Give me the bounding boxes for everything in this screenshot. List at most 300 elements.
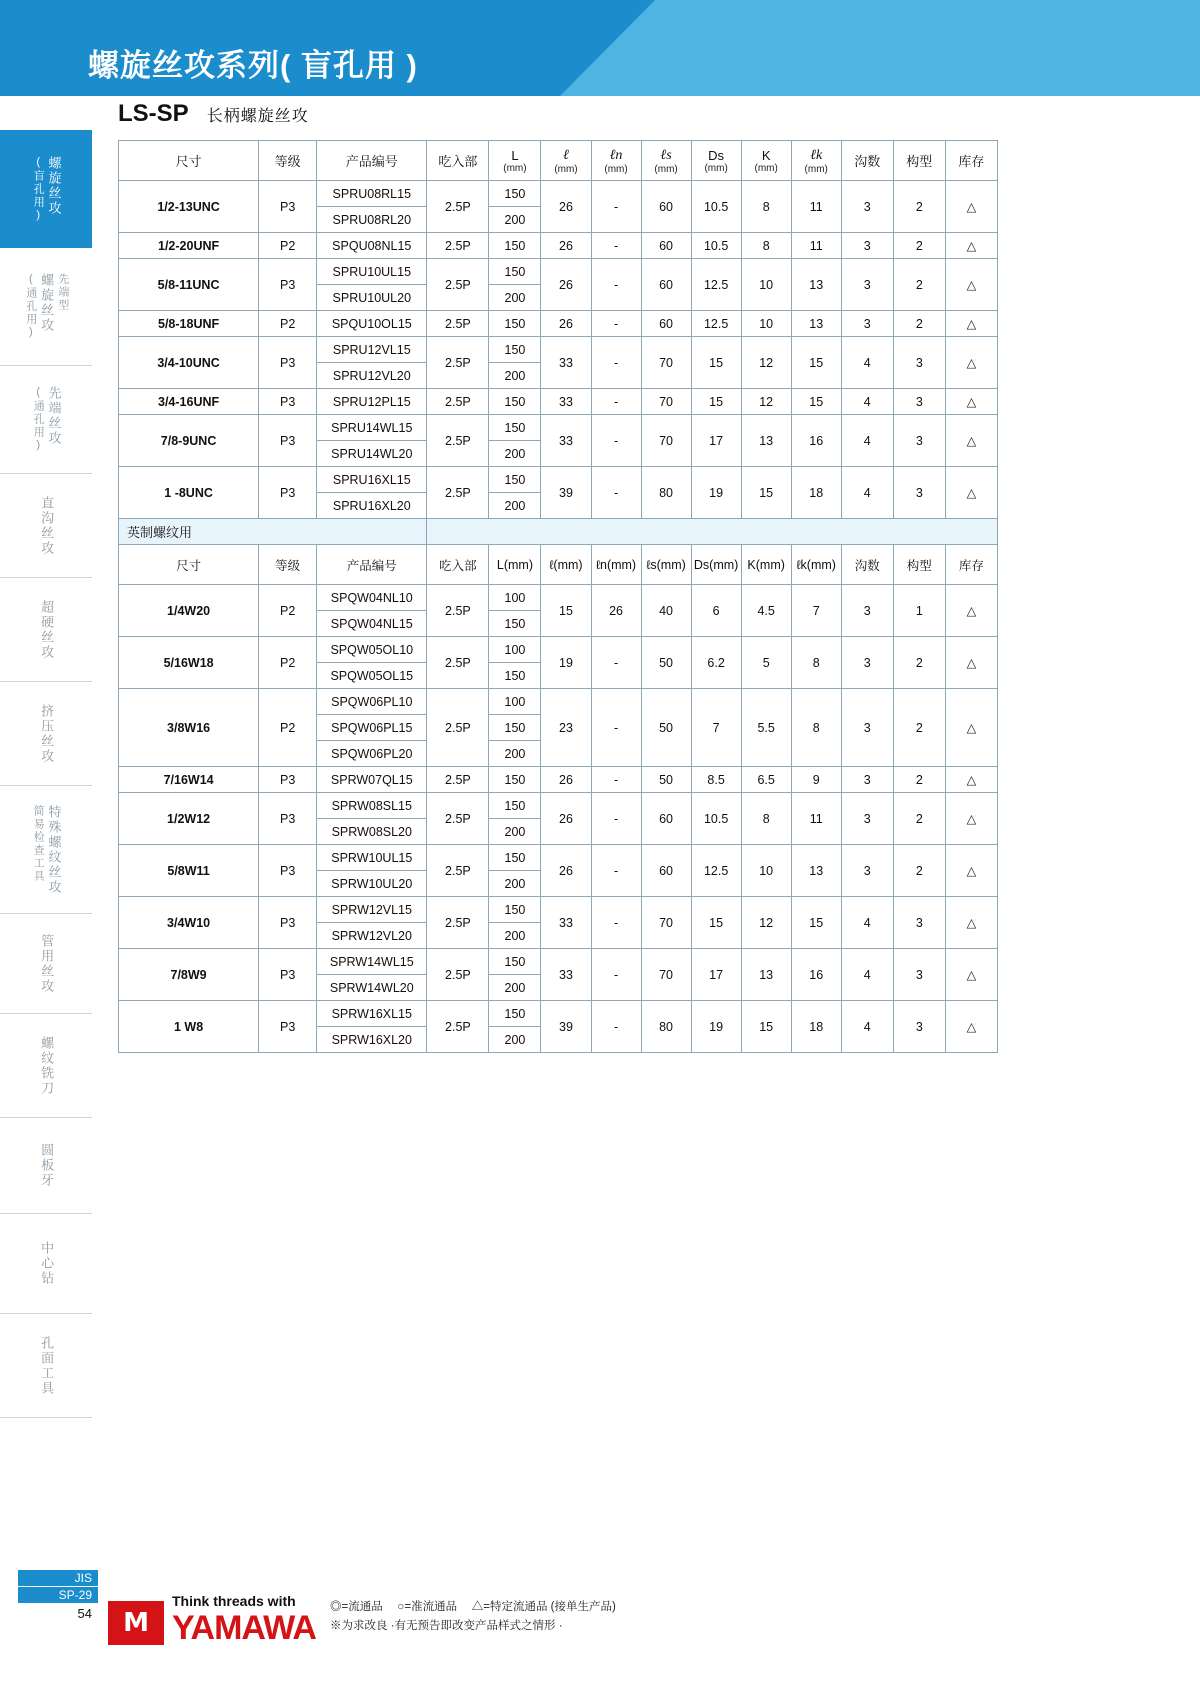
sidebar-item-1[interactable] bbox=[0, 248, 92, 366]
sidebar-item-7[interactable] bbox=[0, 914, 92, 1014]
header-band-accent bbox=[560, 0, 1200, 96]
cell-k: 8 bbox=[741, 233, 791, 259]
cell-product-number: SPRU08RL15 bbox=[317, 181, 427, 207]
cell-stock: △ bbox=[945, 897, 997, 949]
cell-l: 26 bbox=[541, 259, 591, 311]
cell-ds: 10.5 bbox=[691, 793, 741, 845]
sidebar-item-10[interactable] bbox=[0, 1214, 92, 1314]
cell-lk: 11 bbox=[791, 793, 841, 845]
cell-ls: 70 bbox=[641, 415, 691, 467]
cell-ds: 10.5 bbox=[691, 181, 741, 233]
sidebar-item-11[interactable] bbox=[0, 1314, 92, 1418]
section-label-row bbox=[119, 519, 998, 545]
cell-ds: 17 bbox=[691, 949, 741, 1001]
column-header: ℓk (mm) bbox=[791, 141, 841, 181]
cell-flutes: 4 bbox=[841, 337, 893, 389]
cell-chamfer: 2.5P bbox=[427, 689, 489, 767]
cell-k: 8 bbox=[741, 181, 791, 233]
cell-length: 200 bbox=[489, 871, 541, 897]
column-header-unit: (mm) bbox=[553, 557, 583, 572]
cell-lk: 18 bbox=[791, 1001, 841, 1053]
cell-stock: △ bbox=[945, 233, 997, 259]
table-header-middle bbox=[119, 545, 998, 585]
table-row bbox=[119, 845, 998, 871]
cell-l: 19 bbox=[541, 637, 591, 689]
sidebar-item-prefix: 先端型 bbox=[56, 273, 69, 312]
cell-product-number: SPQW06PL15 bbox=[317, 715, 427, 741]
cell-ds: 8.5 bbox=[691, 767, 741, 793]
cell-flutes: 4 bbox=[841, 897, 893, 949]
cell-ls: 60 bbox=[641, 311, 691, 337]
cell-size: 5/16W18 bbox=[119, 637, 259, 689]
table-row bbox=[119, 415, 998, 441]
cell-k: 12 bbox=[741, 897, 791, 949]
cell-ln: - bbox=[591, 259, 641, 311]
table-row bbox=[119, 767, 998, 793]
cell-length: 150 bbox=[489, 311, 541, 337]
cell-length: 200 bbox=[489, 493, 541, 519]
cell-lk: 18 bbox=[791, 467, 841, 519]
cell-length: 200 bbox=[489, 285, 541, 311]
column-header: 吃入部 bbox=[427, 141, 489, 181]
sidebar-item-3[interactable] bbox=[0, 474, 92, 578]
column-header-unit: (mm) bbox=[604, 163, 628, 175]
cell-type: 1 bbox=[893, 585, 945, 637]
cell-ln: - bbox=[591, 389, 641, 415]
column-header: 等级 bbox=[259, 141, 317, 181]
cell-lk: 16 bbox=[791, 415, 841, 467]
table-row bbox=[119, 689, 998, 715]
cell-type: 3 bbox=[893, 415, 945, 467]
cell-product-number: SPRW14WL15 bbox=[317, 949, 427, 975]
cell-product-number: SPQW05OL15 bbox=[317, 663, 427, 689]
cell-stock: △ bbox=[945, 259, 997, 311]
column-header-unit: (mm) bbox=[754, 162, 778, 174]
cell-chamfer: 2.5P bbox=[427, 637, 489, 689]
column-header: K(mm) bbox=[741, 545, 791, 585]
sidebar-item-label: 中心钻 bbox=[39, 1241, 55, 1286]
column-header-unit: (mm) bbox=[704, 162, 728, 174]
cell-product-number: SPRW07QL15 bbox=[317, 767, 427, 793]
cell-ds: 10.5 bbox=[691, 233, 741, 259]
column-header-unit: (mm) bbox=[709, 557, 739, 572]
cell-chamfer: 2.5P bbox=[427, 311, 489, 337]
cell-chamfer: 2.5P bbox=[427, 897, 489, 949]
cell-size: 1 W8 bbox=[119, 1001, 259, 1053]
jis-standard: SP-29 bbox=[18, 1587, 98, 1603]
cell-flutes: 3 bbox=[841, 637, 893, 689]
cell-size: 7/16W14 bbox=[119, 767, 259, 793]
table-row bbox=[119, 337, 998, 363]
column-header: 产品编号 bbox=[317, 141, 427, 181]
yamawa-mark-icon: M bbox=[108, 1601, 164, 1645]
cell-l: 26 bbox=[541, 233, 591, 259]
cell-type: 2 bbox=[893, 311, 945, 337]
cell-ln: - bbox=[591, 897, 641, 949]
sidebar-item-5[interactable] bbox=[0, 682, 92, 786]
cell-size: 5/8-18UNF bbox=[119, 311, 259, 337]
sidebar-item-label: 螺旋丝攻 bbox=[46, 155, 62, 216]
cell-product-number: SPQW04NL15 bbox=[317, 611, 427, 637]
cell-product-number: SPRU14WL20 bbox=[317, 441, 427, 467]
cell-product-number: SPRU12VL15 bbox=[317, 337, 427, 363]
cell-ln: - bbox=[591, 415, 641, 467]
cell-type: 2 bbox=[893, 259, 945, 311]
cell-k: 8 bbox=[741, 793, 791, 845]
cell-product-number: SPRW08SL20 bbox=[317, 819, 427, 845]
sidebar-item-label: 直沟丝攻 bbox=[39, 495, 55, 556]
cell-lk: 15 bbox=[791, 337, 841, 389]
cell-ds: 19 bbox=[691, 1001, 741, 1053]
column-header: 产品编号 bbox=[317, 545, 427, 585]
cell-ls: 50 bbox=[641, 767, 691, 793]
series-heading bbox=[118, 100, 1008, 128]
sidebar-item-label: 特殊螺纹丝攻 bbox=[46, 804, 62, 895]
column-header: L (mm) bbox=[489, 141, 541, 181]
table-header-row bbox=[119, 141, 998, 181]
cell-type: 3 bbox=[893, 897, 945, 949]
cell-k: 5 bbox=[741, 637, 791, 689]
cell-lk: 7 bbox=[791, 585, 841, 637]
cell-length: 200 bbox=[489, 441, 541, 467]
cell-ds: 17 bbox=[691, 415, 741, 467]
cell-product-number: SPRW16XL20 bbox=[317, 1027, 427, 1053]
sidebar-item-label: 孔面工具 bbox=[39, 1335, 55, 1396]
column-header: 沟数 bbox=[841, 545, 893, 585]
column-header: 构型 bbox=[893, 545, 945, 585]
column-header: ℓs(mm) bbox=[641, 545, 691, 585]
cell-size: 1/2W12 bbox=[119, 793, 259, 845]
cell-ln: - bbox=[591, 845, 641, 897]
cell-type: 3 bbox=[893, 337, 945, 389]
cell-ln: - bbox=[591, 689, 641, 767]
cell-flutes: 3 bbox=[841, 181, 893, 233]
sidebar-item-8[interactable] bbox=[0, 1014, 92, 1118]
cell-lk: 15 bbox=[791, 897, 841, 949]
cell-grade: P3 bbox=[259, 415, 317, 467]
cell-length: 150 bbox=[489, 793, 541, 819]
column-header: ℓk(mm) bbox=[791, 545, 841, 585]
brand-logo bbox=[108, 1594, 316, 1645]
cell-length: 150 bbox=[489, 181, 541, 207]
cell-length: 150 bbox=[489, 611, 541, 637]
sidebar-item-4[interactable] bbox=[0, 578, 92, 682]
cell-ln: - bbox=[591, 949, 641, 1001]
column-header: L(mm) bbox=[489, 545, 541, 585]
cell-k: 10 bbox=[741, 311, 791, 337]
cell-ds: 12.5 bbox=[691, 845, 741, 897]
cell-k: 10 bbox=[741, 845, 791, 897]
cell-l: 33 bbox=[541, 337, 591, 389]
column-header-unit: (mm) bbox=[654, 163, 678, 175]
cell-size: 3/4-10UNC bbox=[119, 337, 259, 389]
cell-size: 3/4W10 bbox=[119, 897, 259, 949]
cell-ln: - bbox=[591, 767, 641, 793]
cell-size: 3/4-16UNF bbox=[119, 389, 259, 415]
cell-lk: 15 bbox=[791, 389, 841, 415]
table-row bbox=[119, 311, 998, 337]
column-header: 尺寸 bbox=[119, 545, 259, 585]
table-row bbox=[119, 1001, 998, 1027]
cell-ls: 50 bbox=[641, 689, 691, 767]
cell-length: 150 bbox=[489, 949, 541, 975]
cell-length: 150 bbox=[489, 259, 541, 285]
legend-disclaimer: ※为求改良 ·有无预告即改变产品样式之情形 · bbox=[330, 1620, 563, 1633]
cell-flutes: 3 bbox=[841, 845, 893, 897]
cell-ln: - bbox=[591, 793, 641, 845]
cell-product-number: SPQU10OL15 bbox=[317, 311, 427, 337]
cell-stock: △ bbox=[945, 793, 997, 845]
cell-flutes: 3 bbox=[841, 767, 893, 793]
cell-chamfer: 2.5P bbox=[427, 233, 489, 259]
cell-l: 26 bbox=[541, 311, 591, 337]
cell-k: 12 bbox=[741, 389, 791, 415]
cell-type: 2 bbox=[893, 767, 945, 793]
column-header: ℓs (mm) bbox=[641, 141, 691, 181]
cell-ls: 60 bbox=[641, 233, 691, 259]
cell-chamfer: 2.5P bbox=[427, 949, 489, 1001]
cell-product-number: SPRU14WL15 bbox=[317, 415, 427, 441]
sidebar-item-label: 圆板牙 bbox=[39, 1143, 55, 1188]
cell-size: 3/8W16 bbox=[119, 689, 259, 767]
cell-stock: △ bbox=[945, 949, 997, 1001]
cell-ls: 70 bbox=[641, 337, 691, 389]
column-header-unit: (mm) bbox=[656, 557, 686, 572]
cell-length: 150 bbox=[489, 337, 541, 363]
cell-flutes: 4 bbox=[841, 415, 893, 467]
column-header: 库存 bbox=[945, 545, 997, 585]
table-row bbox=[119, 389, 998, 415]
cell-k: 5.5 bbox=[741, 689, 791, 767]
cell-lk: 8 bbox=[791, 637, 841, 689]
table-row bbox=[119, 793, 998, 819]
cell-product-number: SPQW06PL20 bbox=[317, 741, 427, 767]
column-header-unit: (mm) bbox=[806, 557, 836, 572]
cell-ls: 70 bbox=[641, 897, 691, 949]
cell-ls: 60 bbox=[641, 181, 691, 233]
cell-product-number: SPRW10UL15 bbox=[317, 845, 427, 871]
cell-ls: 70 bbox=[641, 949, 691, 1001]
cell-chamfer: 2.5P bbox=[427, 767, 489, 793]
legend-stock-symbols: ◎=流通品 ○=准流通品 △=特定流通品 (接单生产品) bbox=[330, 1600, 616, 1613]
cell-k: 12 bbox=[741, 337, 791, 389]
cell-stock: △ bbox=[945, 845, 997, 897]
cell-ds: 7 bbox=[691, 689, 741, 767]
cell-length: 150 bbox=[489, 467, 541, 493]
cell-grade: P2 bbox=[259, 311, 317, 337]
cell-type: 3 bbox=[893, 1001, 945, 1053]
cell-stock: △ bbox=[945, 767, 997, 793]
cell-product-number: SPQW04NL10 bbox=[317, 585, 427, 611]
sidebar-item-6[interactable] bbox=[0, 786, 92, 914]
sidebar-item-sublabel: (通孔用) bbox=[24, 273, 37, 340]
column-header-unit: (mm) bbox=[503, 162, 527, 174]
cell-ds: 6 bbox=[691, 585, 741, 637]
cell-ln: - bbox=[591, 311, 641, 337]
cell-length: 200 bbox=[489, 207, 541, 233]
cell-size: 1/2-13UNC bbox=[119, 181, 259, 233]
column-header: Ds(mm) bbox=[691, 545, 741, 585]
cell-grade: P3 bbox=[259, 389, 317, 415]
cell-grade: P3 bbox=[259, 767, 317, 793]
sidebar-item-label: 螺纹铣刀 bbox=[39, 1035, 55, 1096]
cell-length: 150 bbox=[489, 767, 541, 793]
sidebar-item-label: 挤压丝攻 bbox=[39, 703, 55, 764]
sidebar-item-sublabel: 简易检查工具 bbox=[32, 804, 45, 883]
cell-ln: - bbox=[591, 233, 641, 259]
jis-badge bbox=[18, 1570, 98, 1621]
cell-ds: 6.2 bbox=[691, 637, 741, 689]
cell-grade: P3 bbox=[259, 845, 317, 897]
cell-ds: 12.5 bbox=[691, 311, 741, 337]
cell-length: 150 bbox=[489, 1001, 541, 1027]
cell-product-number: SPQU08NL15 bbox=[317, 233, 427, 259]
cell-flutes: 3 bbox=[841, 585, 893, 637]
section-label-filler bbox=[427, 519, 998, 545]
section-label: 英制螺纹用 bbox=[119, 519, 427, 545]
column-header: ℓ (mm) bbox=[541, 141, 591, 181]
table-header-top bbox=[119, 141, 998, 181]
column-header: ℓ(mm) bbox=[541, 545, 591, 585]
column-header: 吃入部 bbox=[427, 545, 489, 585]
table-row bbox=[119, 259, 998, 285]
sidebar-item-2[interactable] bbox=[0, 366, 92, 474]
cell-stock: △ bbox=[945, 1001, 997, 1053]
cell-ls: 80 bbox=[641, 1001, 691, 1053]
cell-grade: P2 bbox=[259, 233, 317, 259]
cell-type: 2 bbox=[893, 233, 945, 259]
cell-ds: 15 bbox=[691, 897, 741, 949]
table-body-whitworth bbox=[119, 585, 998, 1053]
cell-flutes: 3 bbox=[841, 793, 893, 845]
cell-product-number: SPRW12VL20 bbox=[317, 923, 427, 949]
cell-product-number: SPRW12VL15 bbox=[317, 897, 427, 923]
column-header: 等级 bbox=[259, 545, 317, 585]
cell-ds: 12.5 bbox=[691, 259, 741, 311]
cell-grade: P3 bbox=[259, 793, 317, 845]
cell-product-number: SPQW05OL10 bbox=[317, 637, 427, 663]
column-header: 尺寸 bbox=[119, 141, 259, 181]
table-row bbox=[119, 233, 998, 259]
table-body-unified bbox=[119, 181, 998, 519]
cell-ls: 80 bbox=[641, 467, 691, 519]
cell-product-number: SPRU12PL15 bbox=[317, 389, 427, 415]
brand-tagline: Think threads with bbox=[172, 1593, 296, 1609]
cell-chamfer: 2.5P bbox=[427, 845, 489, 897]
table-row bbox=[119, 585, 998, 611]
cell-type: 2 bbox=[893, 637, 945, 689]
cell-stock: △ bbox=[945, 337, 997, 389]
cell-flutes: 4 bbox=[841, 467, 893, 519]
cell-ln: - bbox=[591, 337, 641, 389]
cell-k: 6.5 bbox=[741, 767, 791, 793]
column-header-unit: (mm) bbox=[804, 163, 828, 175]
cell-product-number: SPRW08SL15 bbox=[317, 793, 427, 819]
cell-length: 150 bbox=[489, 415, 541, 441]
sidebar-item-sublabel: (盲孔用) bbox=[32, 155, 45, 223]
cell-length: 150 bbox=[489, 233, 541, 259]
cell-chamfer: 2.5P bbox=[427, 467, 489, 519]
sidebar-item-9[interactable] bbox=[0, 1118, 92, 1214]
cell-type: 2 bbox=[893, 181, 945, 233]
cell-product-number: SPRW10UL20 bbox=[317, 871, 427, 897]
page-footer bbox=[0, 1563, 1200, 1683]
sidebar-item-label: 管用丝攻 bbox=[39, 933, 55, 994]
table-row bbox=[119, 637, 998, 663]
cell-stock: △ bbox=[945, 585, 997, 637]
sidebar-item-0[interactable] bbox=[0, 130, 92, 248]
cell-l: 33 bbox=[541, 389, 591, 415]
cell-chamfer: 2.5P bbox=[427, 181, 489, 233]
cell-length: 200 bbox=[489, 363, 541, 389]
column-header-unit: (mm) bbox=[503, 557, 533, 572]
cell-length: 200 bbox=[489, 1027, 541, 1053]
column-header: ℓn(mm) bbox=[591, 545, 641, 585]
cell-flutes: 3 bbox=[841, 233, 893, 259]
cell-lk: 16 bbox=[791, 949, 841, 1001]
cell-grade: P3 bbox=[259, 259, 317, 311]
cell-type: 3 bbox=[893, 389, 945, 415]
cell-lk: 13 bbox=[791, 259, 841, 311]
cell-stock: △ bbox=[945, 637, 997, 689]
cell-length: 100 bbox=[489, 689, 541, 715]
cell-flutes: 4 bbox=[841, 1001, 893, 1053]
cell-chamfer: 2.5P bbox=[427, 793, 489, 845]
cell-stock: △ bbox=[945, 311, 997, 337]
cell-length: 100 bbox=[489, 637, 541, 663]
cell-l: 26 bbox=[541, 181, 591, 233]
table-row bbox=[119, 949, 998, 975]
cell-product-number: SPRU16XL20 bbox=[317, 493, 427, 519]
cell-length: 200 bbox=[489, 741, 541, 767]
cell-l: 39 bbox=[541, 1001, 591, 1053]
cell-k: 13 bbox=[741, 949, 791, 1001]
sidebar-item-label: 先端丝攻 bbox=[46, 386, 62, 446]
column-header: ℓn (mm) bbox=[591, 141, 641, 181]
cell-size: 1/2-20UNF bbox=[119, 233, 259, 259]
cell-chamfer: 2.5P bbox=[427, 337, 489, 389]
cell-grade: P2 bbox=[259, 585, 317, 637]
cell-product-number: SPRU16XL15 bbox=[317, 467, 427, 493]
cell-chamfer: 2.5P bbox=[427, 1001, 489, 1053]
cell-flutes: 4 bbox=[841, 389, 893, 415]
sidebar-item-label: 超硬丝攻 bbox=[39, 599, 55, 660]
cell-l: 26 bbox=[541, 793, 591, 845]
cell-type: 2 bbox=[893, 793, 945, 845]
cell-ls: 60 bbox=[641, 845, 691, 897]
cell-size: 1/4W20 bbox=[119, 585, 259, 637]
cell-grade: P3 bbox=[259, 467, 317, 519]
cell-product-number: SPRU10UL20 bbox=[317, 285, 427, 311]
cell-size: 7/8-9UNC bbox=[119, 415, 259, 467]
page-title: 螺旋丝攻系列( 盲孔用 ) bbox=[88, 48, 418, 83]
cell-stock: △ bbox=[945, 181, 997, 233]
cell-length: 200 bbox=[489, 975, 541, 1001]
table-header-row bbox=[119, 545, 998, 585]
cell-ds: 15 bbox=[691, 337, 741, 389]
cell-lk: 8 bbox=[791, 689, 841, 767]
cell-lk: 9 bbox=[791, 767, 841, 793]
cell-product-number: SPQW06PL10 bbox=[317, 689, 427, 715]
series-name: 长柄螺旋丝攻 bbox=[206, 108, 309, 125]
cell-lk: 11 bbox=[791, 233, 841, 259]
cell-flutes: 3 bbox=[841, 311, 893, 337]
cell-l: 26 bbox=[541, 767, 591, 793]
cell-k: 13 bbox=[741, 415, 791, 467]
cell-grade: P3 bbox=[259, 337, 317, 389]
cell-length: 200 bbox=[489, 819, 541, 845]
cell-product-number: SPRW16XL15 bbox=[317, 1001, 427, 1027]
